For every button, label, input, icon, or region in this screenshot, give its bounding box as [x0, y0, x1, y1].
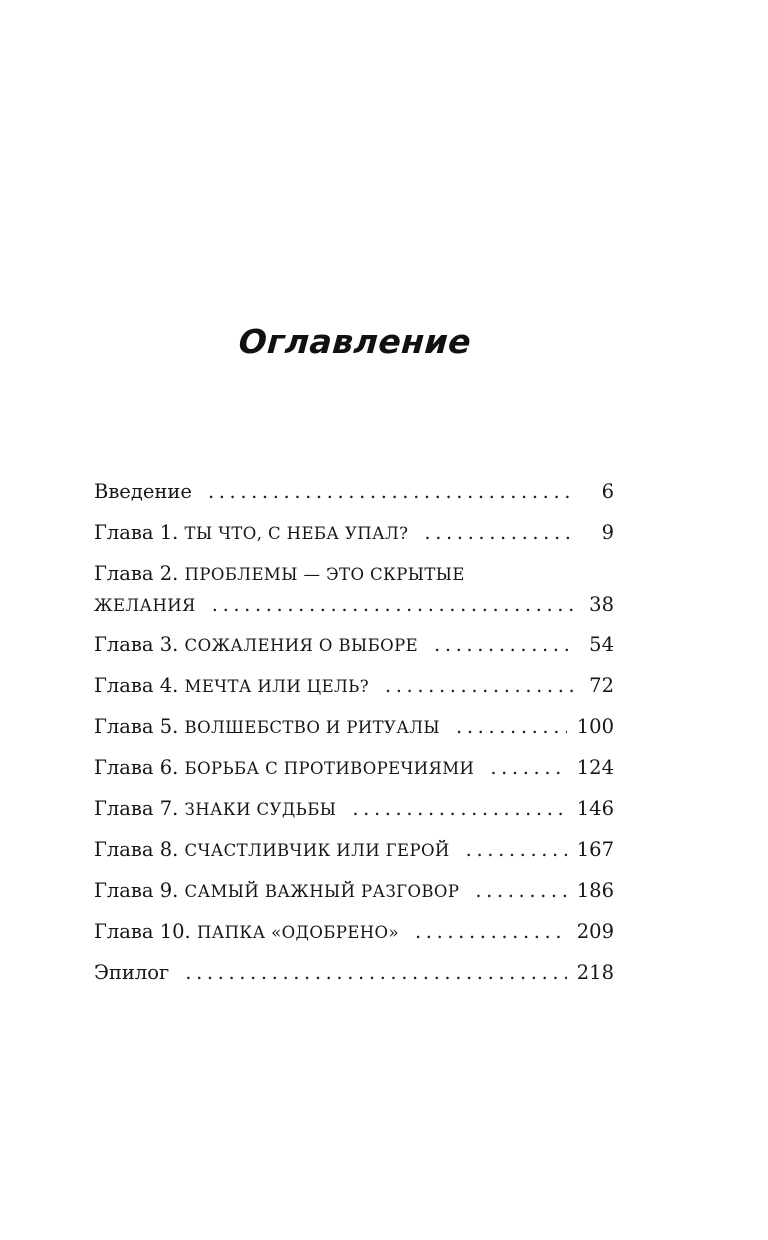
chapter-title: МЕЧТА ИЛИ ЦЕЛЬ? [184, 677, 369, 696]
toc-line [94, 753, 614, 784]
dot-leader [212, 590, 574, 620]
entry-label [94, 630, 418, 661]
page-number: 9 [601, 521, 614, 544]
chapter-title: ЗНАКИ СУДЬБЫ [184, 800, 337, 819]
page-number: 38 [589, 593, 614, 616]
toc-line [94, 712, 614, 743]
chapter-number: Глава 1. [94, 521, 179, 544]
toc-line [94, 518, 614, 549]
chapter-title: ВОЛШЕБСТВО И РИТУАЛЫ [184, 718, 441, 737]
table-of-contents [94, 477, 614, 999]
chapter-number: Глава 5. [94, 715, 179, 738]
toc-entry-chapter-9 [94, 876, 614, 917]
toc-entry-chapter-6 [94, 753, 614, 794]
toc-line [94, 876, 614, 907]
page-title: Оглавление [237, 322, 473, 361]
dot-leader [434, 630, 574, 660]
dot-leader [475, 876, 566, 906]
chapter-title: ТЫ ЧТО, С НЕБА УПАЛ? [184, 524, 409, 543]
chapter-number: Глава 9. [94, 879, 179, 902]
toc-line [94, 794, 614, 825]
page-number: 100 [576, 715, 614, 738]
chapter-title: СОЖАЛЕНИЯ О ВЫБОРЕ [184, 636, 419, 655]
toc-line [94, 630, 614, 661]
dot-leader [385, 671, 574, 701]
toc-entry-introduction [94, 477, 614, 518]
page-number: 6 [601, 480, 614, 503]
entry-label [94, 518, 408, 549]
dot-leader [208, 477, 574, 507]
entry-label [94, 671, 369, 702]
entry-label [94, 835, 450, 866]
chapter-number: Глава 8. [94, 838, 179, 861]
chapter-number: Глава 3. [94, 633, 179, 656]
page-number: 167 [576, 838, 614, 861]
dot-leader [352, 794, 566, 824]
chapter-title: ПРОБЛЕМЫ — ЭТО СКРЫТЫЕ [184, 565, 465, 584]
chapter-number: Глава 4. [94, 674, 179, 697]
page-number: 54 [589, 633, 614, 656]
toc-entry-chapter-4 [94, 671, 614, 712]
toc-line [94, 958, 614, 988]
chapter-title: САМЫЙ ВАЖНЫЙ РАЗГОВОР [184, 882, 460, 901]
entry-label [94, 876, 459, 907]
toc-entry-chapter-1 [94, 518, 614, 559]
chapter-number: Глава 10. [94, 920, 191, 943]
toc-line-continued [94, 590, 614, 621]
toc-entry-epilogue [94, 958, 614, 999]
dot-leader [185, 958, 567, 988]
dot-leader [415, 917, 567, 947]
page-number: 186 [576, 879, 614, 902]
page-number: 146 [576, 797, 614, 820]
entry-label [94, 753, 474, 784]
dot-leader [456, 712, 567, 742]
entry-label [94, 917, 399, 948]
entry-label: Введение [94, 480, 192, 503]
toc-entry-chapter-10 [94, 917, 614, 958]
page-number: 124 [576, 756, 614, 779]
entry-label [94, 712, 440, 743]
page-number: 209 [576, 920, 614, 943]
chapter-title: БОРЬБА С ПРОТИВОРЕЧИЯМИ [184, 759, 475, 778]
toc-entry-chapter-2 [94, 559, 614, 630]
chapter-title-continued: ЖЕЛАНИЯ [94, 596, 196, 615]
chapter-title: СЧАСТЛИВЧИК ИЛИ ГЕРОЙ [184, 841, 450, 860]
toc-entry-chapter-7 [94, 794, 614, 835]
page-number: 218 [576, 961, 614, 984]
toc-line [94, 671, 614, 702]
toc-entry-chapter-8 [94, 835, 614, 876]
chapter-number: Глава 7. [94, 797, 179, 820]
page-number: 72 [589, 674, 614, 697]
toc-line [94, 477, 614, 507]
dot-leader [490, 753, 566, 783]
toc-line [94, 917, 614, 948]
entry-label [94, 794, 336, 825]
entry-label: Эпилог [94, 961, 170, 984]
toc-line [94, 559, 614, 590]
dot-leader [424, 518, 574, 548]
toc-entry-chapter-3 [94, 630, 614, 671]
toc-entry-chapter-5 [94, 712, 614, 753]
entry-label [94, 559, 465, 590]
dot-leader [466, 835, 567, 865]
chapter-number: Глава 6. [94, 756, 179, 779]
chapter-title: ПАПКА «ОДОБРЕНО» [196, 923, 399, 942]
chapter-number: Глава 2. [94, 562, 179, 585]
toc-line [94, 835, 614, 866]
